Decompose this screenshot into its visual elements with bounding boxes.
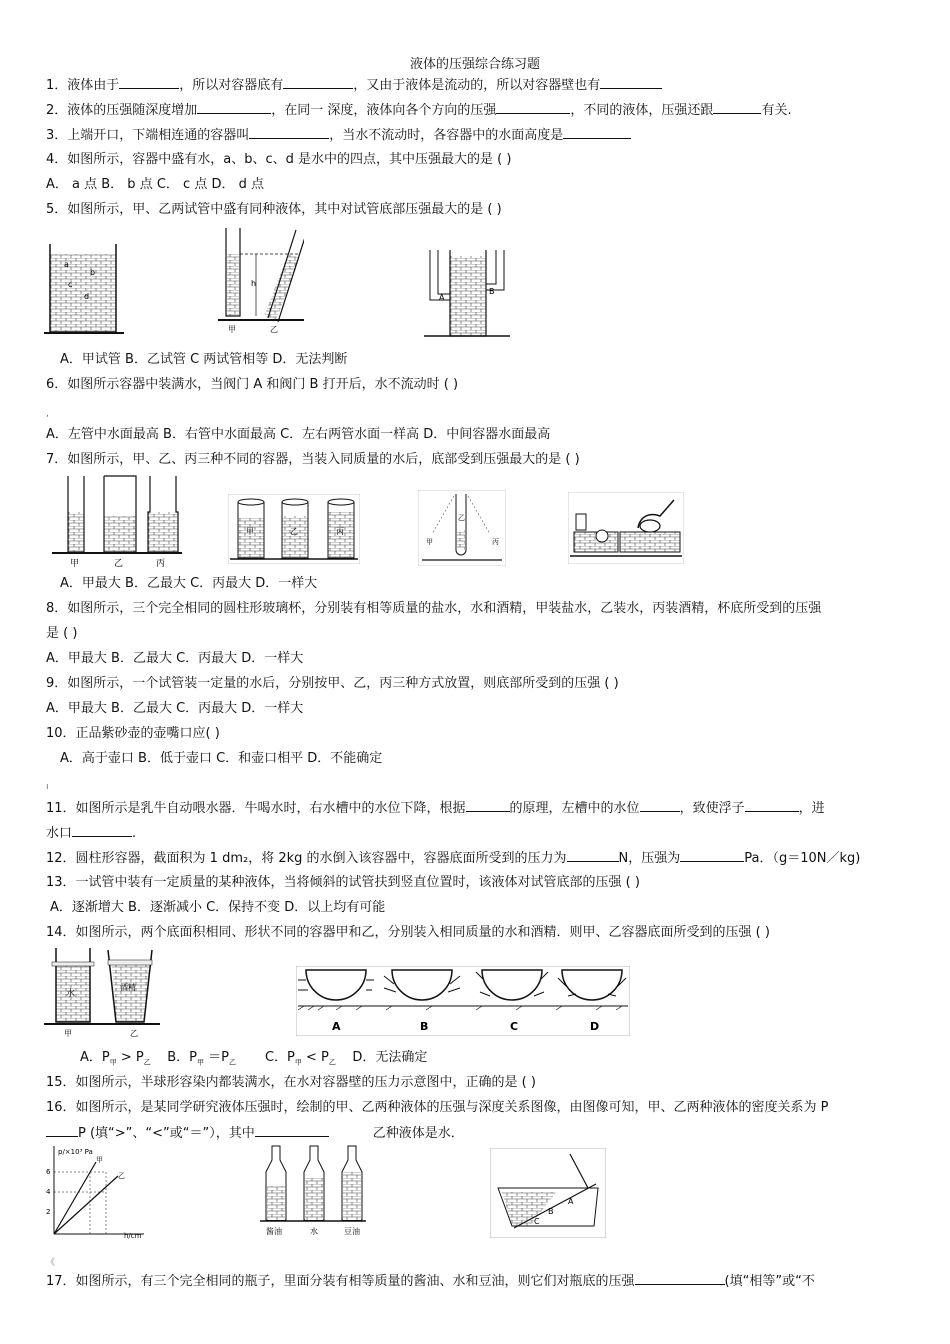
q2-text-b: ，在同一 深度，液体向各个方向的压强 [271, 103, 497, 118]
point-b-label: b [90, 268, 96, 277]
q17-text-b: (填“相等”或“不 [724, 1274, 815, 1289]
q11-text-c: ，致使浮子 [679, 801, 745, 816]
figure-q15-hemispheres [296, 966, 630, 1036]
graph-jia-label: 甲 [96, 1156, 103, 1164]
q17-text-a: 17．如图所示，有三个完全相同的瓶子，里面分装有相等质量的酱油、水和豆油，则它们对瓶底的压强 [46, 1274, 635, 1289]
q14-sub-yi-a: 乙 [143, 1058, 151, 1067]
q16-blank-2[interactable] [255, 1124, 329, 1137]
option-b-label: B [420, 1020, 429, 1033]
question-13-stem: 13．一试管中装有一定质量的某种液体，当将倾斜的试管扶到竖直位置时，该液体对试管底部的压强 ( ) [46, 875, 640, 890]
q11-blank-4[interactable] [72, 824, 132, 837]
question-7-stem: 7．如图所示，甲、乙、丙三种不同的容器，当装入同质量的水后，底部受到压强最大的是 ( ) [46, 452, 580, 467]
question-10-options: A．高于壶口 B．低于壶口 C．和壶口相平 D．不能确定 [60, 751, 383, 766]
tube-jia-label: 甲 [228, 325, 236, 334]
figure-q6-valves [424, 246, 510, 340]
q16-blank-1[interactable] [46, 1124, 78, 1137]
q14-option-d: D．无法确定 [352, 1050, 428, 1065]
q2-blank-1[interactable] [197, 101, 271, 114]
question-6-stem: 6．如图所示容器中装满水，当阀门 A 和阀门 B 打开后，水不流动时 ( ) [46, 377, 459, 392]
glass-jia-label: 甲 [246, 527, 254, 536]
q12-text-c: Pa．（g＝10N／kg) [744, 851, 861, 866]
q14-sub-jia-b: 甲 [197, 1058, 205, 1067]
figure-q16-graph [44, 1142, 148, 1240]
container-bing-label: 丙 [156, 559, 166, 568]
figure-q14-containers [44, 946, 160, 1038]
q11-text-b: 的原理，左槽中的水位 [509, 801, 640, 816]
q14-sub-jia-c: 甲 [294, 1058, 302, 1067]
water-label: 水 [66, 989, 76, 999]
bottle-oil-label: 豆油 [344, 1227, 360, 1236]
tick-4-label: 4 [46, 1188, 51, 1196]
question-4-stem: 4．如图所示，容器中盛有水，a、b、c、d 是水中的四点，其中压强最大的是 ( ) [46, 152, 512, 167]
question-5-stem: 5．如图所示，甲、乙两试管中盛有同种液体，其中对试管底部压强最大的是 ( ) [46, 202, 502, 217]
hemisphere-c [476, 970, 548, 1000]
q11-blank-2[interactable] [640, 799, 680, 812]
q16-text-c: (填“>”、“<”或“＝”），其中 [85, 1126, 255, 1141]
q14-option-a: A．P [80, 1050, 110, 1065]
q11-blank-3[interactable] [745, 799, 799, 812]
q14-option-b: B．P [167, 1050, 198, 1065]
question-3 [46, 126, 631, 145]
line-yi [54, 1176, 118, 1234]
question-8-stem-1: 8．如图所示，三个完全相同的圆柱形玻璃杯，分别装有相等质量的盐水，水和酒精，甲装盐水，乙装水，丙装酒精，杯底所受到的压强 [46, 601, 822, 616]
glass-bing-label: 丙 [336, 527, 344, 536]
bottle-water-label: 水 [310, 1227, 318, 1236]
question-10-stem: 10．正品紫砂壶的壶嘴口应( ) [46, 726, 220, 741]
q16-text-b: P [78, 1126, 86, 1141]
q1-blank-2[interactable] [283, 76, 353, 89]
p-axis-label: p/×10³ Pa [58, 1148, 93, 1156]
question-16-cont [46, 1124, 464, 1143]
tube-yi-position-label: 乙 [458, 514, 465, 522]
point-c-label: c [68, 280, 73, 289]
q1-blank-1[interactable] [119, 76, 179, 89]
q3-text-b: ，当水不流动时，各容器中的水面高度是 [329, 128, 564, 143]
figure-q8-glasses [228, 494, 360, 564]
question-6-options: A．左管中水面最高 B．右管中水面最高 C．左右两管水面一样高 D．中间容器水面最高 [46, 427, 551, 442]
question-14-options: A．$P_甲 > P_乙$ B．$P_甲 =P_乙$ C．$P_甲 < P_乙$ D．无法确定 [80, 1050, 428, 1067]
q11-text-a: 11．如图所示是乳牛自动喂水器．牛喝水时，右水槽中的水位下降，根据 [46, 801, 466, 816]
tube-bing-position-label: 丙 [492, 538, 499, 546]
h-axis-label: h/cm [124, 1232, 142, 1240]
tick-2-label: 2 [46, 1208, 51, 1216]
figure-q4-container [44, 240, 124, 338]
valve-b-label: B [489, 287, 495, 296]
question-13-options: A．逐渐增大 B．逐渐减小 C．保持不变 D．以上均有可能 [50, 900, 386, 915]
option-c-label: C [510, 1020, 519, 1033]
question-7-options: A．甲最大 B．乙最大 C．丙最大 D．一样大 [60, 576, 318, 591]
question-11 [46, 799, 825, 818]
hemisphere-d [558, 970, 626, 1000]
bottle-soy-label: 酱油 [266, 1227, 282, 1236]
point-d-label: d [84, 292, 90, 301]
tube-yi-label: 乙 [270, 325, 278, 334]
figure-q11-cow-feeder [568, 492, 684, 564]
alcohol-label: 酒精 [120, 983, 136, 992]
q14-sub-yi-b: 乙 [229, 1058, 237, 1067]
q14-sub-yi-c: 乙 [328, 1058, 336, 1067]
q11-blank-1[interactable] [466, 799, 510, 812]
wedge-c-label: C [534, 1217, 540, 1226]
q14-option-c: C．P [264, 1050, 295, 1065]
question-2 [46, 101, 792, 120]
question-5-options: A．甲试管 B．乙试管 C 两试管相等 D．无法判断 [60, 352, 348, 367]
figure-q5-test-tubes [218, 224, 304, 336]
container-yi-label: 乙 [114, 559, 124, 568]
figure-wedge-container [490, 1148, 606, 1238]
container-jia-label: 甲 [70, 559, 80, 568]
q2-blank-3[interactable] [713, 101, 761, 114]
figure-q7-containers [52, 472, 182, 568]
hemisphere-b [384, 970, 460, 1000]
option-a-label: A [332, 1020, 341, 1033]
q12-text-b: N，压强为 [618, 851, 681, 866]
question-15-stem: 15．如图所示，半球形容染内都装满水，在水对容器壁的压力示意图中，正确的是 ( ) [46, 1075, 536, 1090]
question-17 [46, 1272, 815, 1291]
tube-jia-position-label: 甲 [426, 538, 433, 546]
question-14-stem: 14．如图所示，两个底面积相同、形状不同的容器甲和乙，分别装入相同质量的水和酒精．则甲、乙容器底面所受到的压强 ( ) [46, 925, 770, 940]
q1-text-a: 1．液体由于 [46, 78, 120, 93]
page-title: 液体的压强综合练习题 [409, 57, 540, 72]
q2-text-a: 2．液体的压强随深度增加 [46, 103, 198, 118]
wedge-b-label: B [548, 1207, 554, 1216]
question-12 [46, 849, 860, 868]
question-9-options: A．甲最大 B．乙最大 C．丙最大 D．一样大 [46, 701, 304, 716]
question-16: 16．如图所示，是某同学研究液体压强时，绘制的甲、乙两种液体的压强与深度关系图像，由图像可知，甲、乙两种液体的密度关系为 P [46, 1100, 829, 1115]
tick-6-label: 6 [46, 1168, 51, 1176]
container14-yi-label: 乙 [130, 1029, 138, 1038]
q2-text-d: 有关. [761, 103, 792, 118]
q16-text-d: 乙种液体是水． [372, 1126, 464, 1141]
q2-blank-2[interactable] [496, 101, 570, 114]
q3-blank-2[interactable] [563, 126, 631, 139]
glass-yi-label: 乙 [290, 527, 298, 536]
q12-blank-2[interactable] [680, 849, 744, 862]
q1-text-c: ，又由于液体是流动的，所以对容器壁也有 [353, 78, 601, 93]
point-a-label: a [64, 260, 69, 269]
q11-text-e: 水口 [46, 826, 73, 841]
question-1 [46, 76, 662, 95]
figure-q9-tube-positions [418, 490, 506, 566]
container14-jia-label: 甲 [64, 1029, 72, 1038]
q11-text-d: ，进 [798, 801, 825, 816]
question-8-options: A．甲最大 B．乙最大 C．丙最大 D．一样大 [46, 651, 304, 666]
line-jia [54, 1162, 96, 1234]
wedge-a-label: A [568, 1197, 574, 1206]
valve-a-label: A [439, 293, 445, 302]
q12-blank-1[interactable] [567, 849, 619, 862]
q3-text-a: 3．上端开口，下端相连通的容器叫 [46, 128, 250, 143]
graph-yi-label: 乙 [118, 1172, 125, 1180]
q14-sub-jia-a: 甲 [109, 1058, 117, 1067]
q17-blank-1[interactable] [635, 1272, 725, 1285]
question-4-options: A． a 点 B． b 点 C． c 点 D． d 点 [46, 177, 264, 192]
q2-text-c: ，不同的液体，压强还跟 [570, 103, 714, 118]
q11-text-f: . [132, 826, 137, 841]
q3-blank-1[interactable] [249, 126, 329, 139]
q12-text-a: 12．圆柱形容器，截面积为 1 dm₂，将 2kg 的水倒入该容器中，容器底面所受到的压力为 [46, 851, 567, 866]
depth-h-label: h [251, 279, 257, 288]
q1-text-b: ，所以对容器底有 [179, 78, 284, 93]
figure-q17-bottles [260, 1142, 366, 1240]
option-d-label: D [590, 1020, 600, 1033]
hemisphere-a [298, 970, 374, 1000]
question-11-cont [46, 824, 136, 843]
question-9-stem: 9．如图所示，一个试管装一定量的水后，分别按甲、乙，丙三种方式放置，则底部所受到的压强 ( ) [46, 676, 619, 691]
q1-blank-3[interactable] [600, 76, 662, 89]
question-8-stem-2: 是 ( ) [46, 626, 78, 641]
